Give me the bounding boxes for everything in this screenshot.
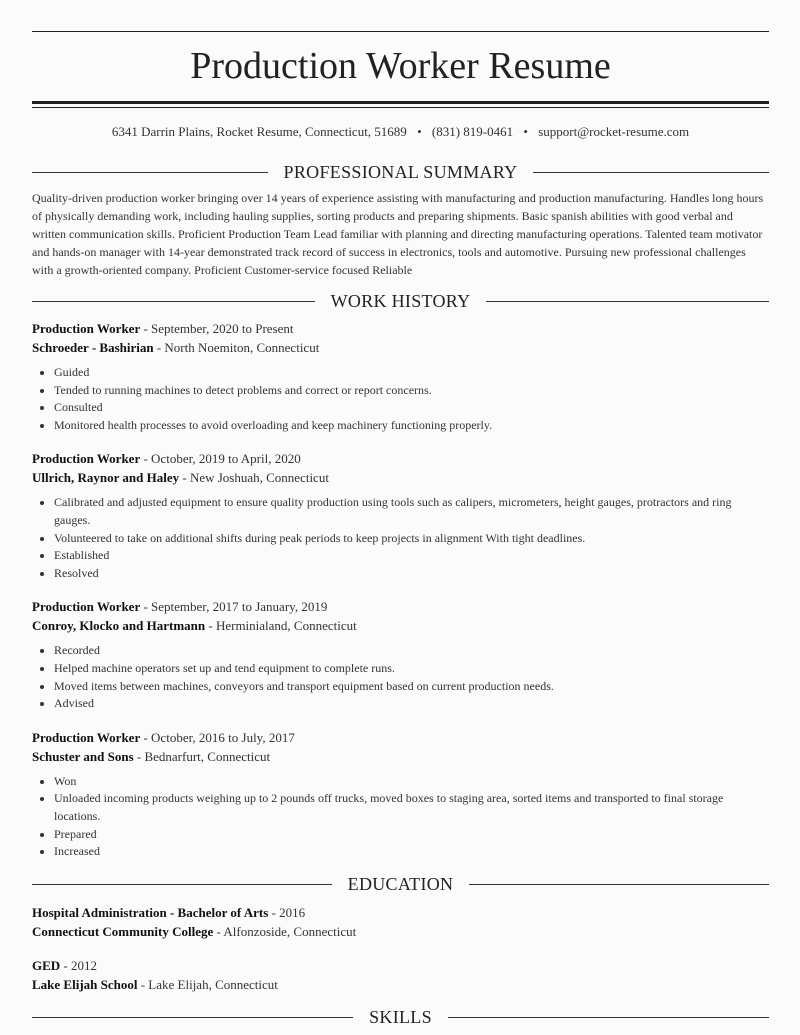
job-location: - Herminialand, Connecticut (205, 618, 357, 634)
education-degree: Hospital Administration - Bachelor of Arts (32, 904, 269, 920)
bullet-item: • Helped machine operators set up and tend equipment to complete runs. (54, 660, 769, 678)
job-company: Schroeder - Bashirian (32, 340, 154, 355)
section-title: WORK HISTORY (330, 290, 471, 311)
section-title: EDUCATION (347, 874, 454, 895)
bullet-item: • Increased (54, 843, 769, 861)
contact-separator: • (417, 124, 422, 139)
education-location: - Lake Elijah, Connecticut (137, 976, 278, 992)
bullet-item: • Unloaded incoming products weighing up to 2 pounds off trucks, moved boxes to staging area, sorted items and transported to final storage locations. (54, 790, 769, 825)
education-entry (32, 903, 769, 941)
title-rule-thin (32, 107, 769, 108)
job-company: Ullrich, Raynor and Haley (32, 470, 180, 486)
education-year: - 2012 (60, 957, 98, 973)
job-dates: - September, 2020 to Present (140, 321, 294, 336)
contact-address: 6341 Darrin Plains, Rocket Resume, Connecticut, 51689 (111, 124, 407, 139)
job-title: Production Worker (32, 451, 141, 467)
education-year: - 2016 (268, 904, 306, 920)
bullet-item: • Tended to running machines to detect problems and correct or report concerns. (54, 382, 769, 400)
job-bullets (32, 364, 769, 434)
bullet-item: • Advised (54, 695, 769, 713)
job-location: - Bednarfurt, Connecticut (133, 748, 271, 764)
bullet-item: • Volunteered to take on additional shifts during peak periods to keep projects in alignment With tight deadlines. (54, 530, 769, 548)
section-title: PROFESSIONAL SUMMARY (283, 161, 518, 182)
resume-page (32, 0, 769, 1030)
contact-separator: • (523, 124, 528, 139)
education-location: - Alfonzoside, Connecticut (213, 923, 357, 939)
job-title: Production Worker (32, 599, 141, 615)
job-bullets (32, 773, 769, 861)
job-company: Schuster and Sons (32, 748, 134, 764)
contact-phone: (831) 819-0461 (431, 124, 514, 139)
bullet-item: • Calibrated and adjusted equipment to ensure quality production using tools such as calipers, micrometers, height gauges, protractors and ring gauges. (54, 494, 769, 529)
title-rule-thick (32, 101, 769, 104)
job-title: Production Worker (32, 321, 141, 336)
bullet-item: • Resolved (54, 565, 769, 583)
contact-email: support@rocket-resume.com (538, 124, 690, 139)
section-work-heading (32, 289, 769, 313)
education-school: Connecticut Community College (32, 923, 214, 939)
bullet-item: • Moved items between machines, conveyors and transport equipment based on current production needs. (54, 678, 769, 696)
job-location: - North Noemiton, Connecticut (153, 340, 320, 355)
job-entry (32, 597, 769, 712)
bullet-item: • Monitored health processes to avoid overloading and keep machinery functioning properly. (54, 417, 769, 435)
education-entry (32, 956, 769, 994)
bullet-item: • Consulted (54, 399, 769, 417)
education-school: Lake Elijah School (32, 976, 138, 992)
job-location: - New Joshuah, Connecticut (179, 470, 329, 486)
job-company: Conroy, Klocko and Hartmann (32, 618, 206, 634)
bullet-item: • Recorded (54, 642, 769, 660)
job-dates: - September, 2017 to January, 2019 (140, 599, 328, 615)
section-skills-heading (32, 1006, 769, 1030)
bullet-item: • Prepared (54, 826, 769, 844)
job-title: Production Worker (32, 729, 141, 745)
job-entry (32, 728, 769, 861)
section-education-heading (32, 873, 769, 897)
job-dates: - October, 2016 to July, 2017 (140, 729, 295, 745)
page-title: Production Worker Resume (190, 45, 611, 87)
bullet-item: • Established (54, 547, 769, 565)
bullet-item: • Guided (54, 364, 769, 382)
section-summary-heading (32, 160, 769, 184)
job-entry (32, 319, 769, 434)
job-dates: - October, 2019 to April, 2020 (140, 451, 301, 467)
section-title: SKILLS (369, 1007, 432, 1028)
job-bullets (32, 642, 769, 712)
contact-line (32, 122, 769, 142)
education-degree: GED (32, 957, 61, 973)
job-bullets (32, 494, 769, 582)
summary-text: Quality-driven production worker bringing over 14 years of experience assisting with manufacturing and production manufacturing. Handles long hours of physically demanding work, including hauling supplies, sorting products and preparing shipments. Basic spanish abilities with good verbal and written communication skills. Proficient Production Team Lead familiar with planning and directing manufacturing operations. Talented team motivator and hands-on manager with 14-year demonstrated track record of success in electronics, tools and automotive. Pursuing new professional challenges with a growth-oriented company. Proficient Customer-service focused Reliable (32, 191, 764, 277)
bullet-item: • Won (54, 773, 769, 791)
job-entry (32, 449, 769, 582)
